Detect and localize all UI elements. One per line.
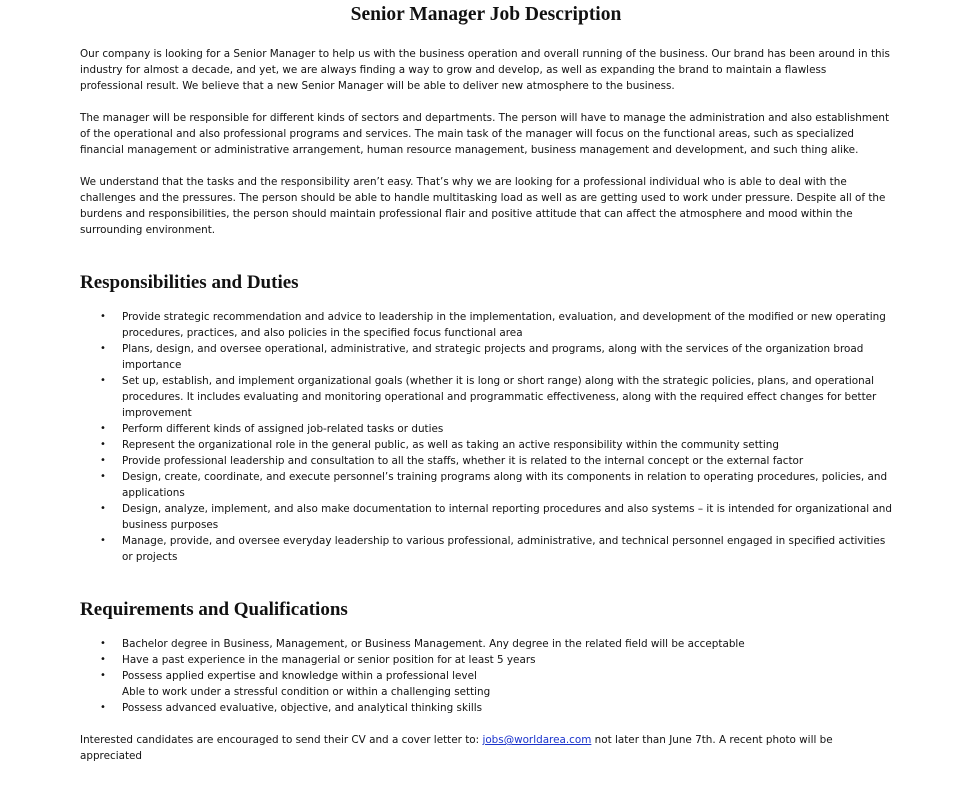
list-item [80,700,892,716]
list-item-text: Set up, establish, and implement organizational goals (whether it is long or short range) along with the strategic policies, plans, and operational procedures. It includes evaluating and monitoring operational and programmatic effectiveness, along with the required effect changes for better improvement [122,375,877,419]
list-item [80,437,892,453]
list-item [80,373,892,421]
closing-paragraph [80,732,892,764]
list-item-continuation: Able to work under a stressful condition or within a challenging setting [122,686,491,698]
list-item-text: Design, analyze, implement, and also make documentation to internal reporting procedures and also systems – it is intended for organizational and business purposes [122,503,892,531]
closing-text-before: Interested candidates are encouraged to send their CV and a cover letter to: [80,734,483,746]
bullet-icon: • [100,702,106,713]
list-item [80,453,892,469]
list-item [80,469,892,501]
bullet-icon: • [100,670,106,681]
bullet-icon: • [100,423,106,434]
bullet-icon: • [100,535,106,546]
document-title: Senior Manager Job Description [350,4,622,25]
list-item-text: Possess applied expertise and knowledge within a professional level [122,670,477,682]
intro-paragraph-2: The manager will be responsible for different kinds of sectors and departments. The person will have to manage the administration and also establishment of the operational and also professional programs and services. The main task of the manager will focus on the functional areas, such as specialized financial management or administrative arrangement, human resource management, business management and development, and such thing alike. [80,112,890,156]
email-link[interactable]: jobs@worldarea.com [482,734,592,746]
list-item [80,421,892,437]
document-page [80,0,892,764]
bullet-icon: • [100,343,106,354]
list-item [80,668,892,700]
responsibilities-heading: Responsibilities and Duties [80,272,299,293]
intro-paragraph-1: Our company is looking for a Senior Manager to help us with the business operation and overall running of the business. Our brand has been around in this industry for almost a decade, and yet, we are always finding a way to grow and develop, as well as expanding the brand to maintain a flawless professional result. We believe that a new Senior Manager will be able to deliver new atmosphere to the business. [80,48,890,92]
bullet-icon: • [100,311,106,322]
bullet-icon: • [100,654,106,665]
list-item [80,636,892,652]
list-item-text: Have a past experience in the managerial or senior position for at least 5 years [122,654,536,666]
bullet-icon: • [100,638,106,649]
bullet-icon: • [100,375,106,386]
list-item-text: Bachelor degree in Business, Management, or Business Management. Any degree in the related field will be acceptable [122,638,745,650]
requirements-list [80,636,892,716]
closing-text-after: not later than June 7th. A recent photo will be appreciated [80,734,833,762]
responsibilities-list [80,309,892,565]
list-item-text: Plans, design, and oversee operational, administrative, and strategic projects and programs, along with the services of the organization broad importance [122,343,864,371]
list-item-text: Design, create, coordinate, and execute personnel’s training programs along with its components in relation to operating procedures, policies, and applications [122,471,888,499]
intro-paragraph-3: We understand that the tasks and the responsibility aren’t easy. That’s why we are looking for a professional individual who is able to deal with the challenges and the pressures. The person should be able to handle multitasking load as well as are getting used to work under pressure. Despite all of the burdens and responsibilities, the person should maintain professional flair and positive attitude that can affect the atmosphere and mood within the surrounding environment. [80,176,886,236]
requirements-heading: Requirements and Qualifications [80,599,348,620]
list-item [80,533,892,565]
list-item-text: Represent the organizational role in the general public, as well as taking an active responsibility within the community setting [122,439,779,451]
bullet-icon: • [100,471,106,482]
list-item-text: Manage, provide, and oversee everyday leadership to various professional, administrative, and technical personnel engaged in specified activities or projects [122,535,886,563]
bullet-icon: • [100,455,106,466]
list-item [80,501,892,533]
list-item-text: Provide professional leadership and consultation to all the staffs, whether it is related to the internal concept or the external factor [122,455,804,467]
list-item [80,341,892,373]
list-item-text: Perform different kinds of assigned job-related tasks or duties [122,423,444,435]
list-item-text: Possess advanced evaluative, objective, and analytical thinking skills [122,702,483,714]
list-item [80,652,892,668]
bullet-icon: • [100,503,106,514]
list-item-text: Provide strategic recommendation and advice to leadership in the implementation, evaluation, and development of the modified or new operating procedures, practices, and also policies in the specified focus functional area [122,311,886,339]
list-item [80,309,892,341]
bullet-icon: • [100,439,106,450]
